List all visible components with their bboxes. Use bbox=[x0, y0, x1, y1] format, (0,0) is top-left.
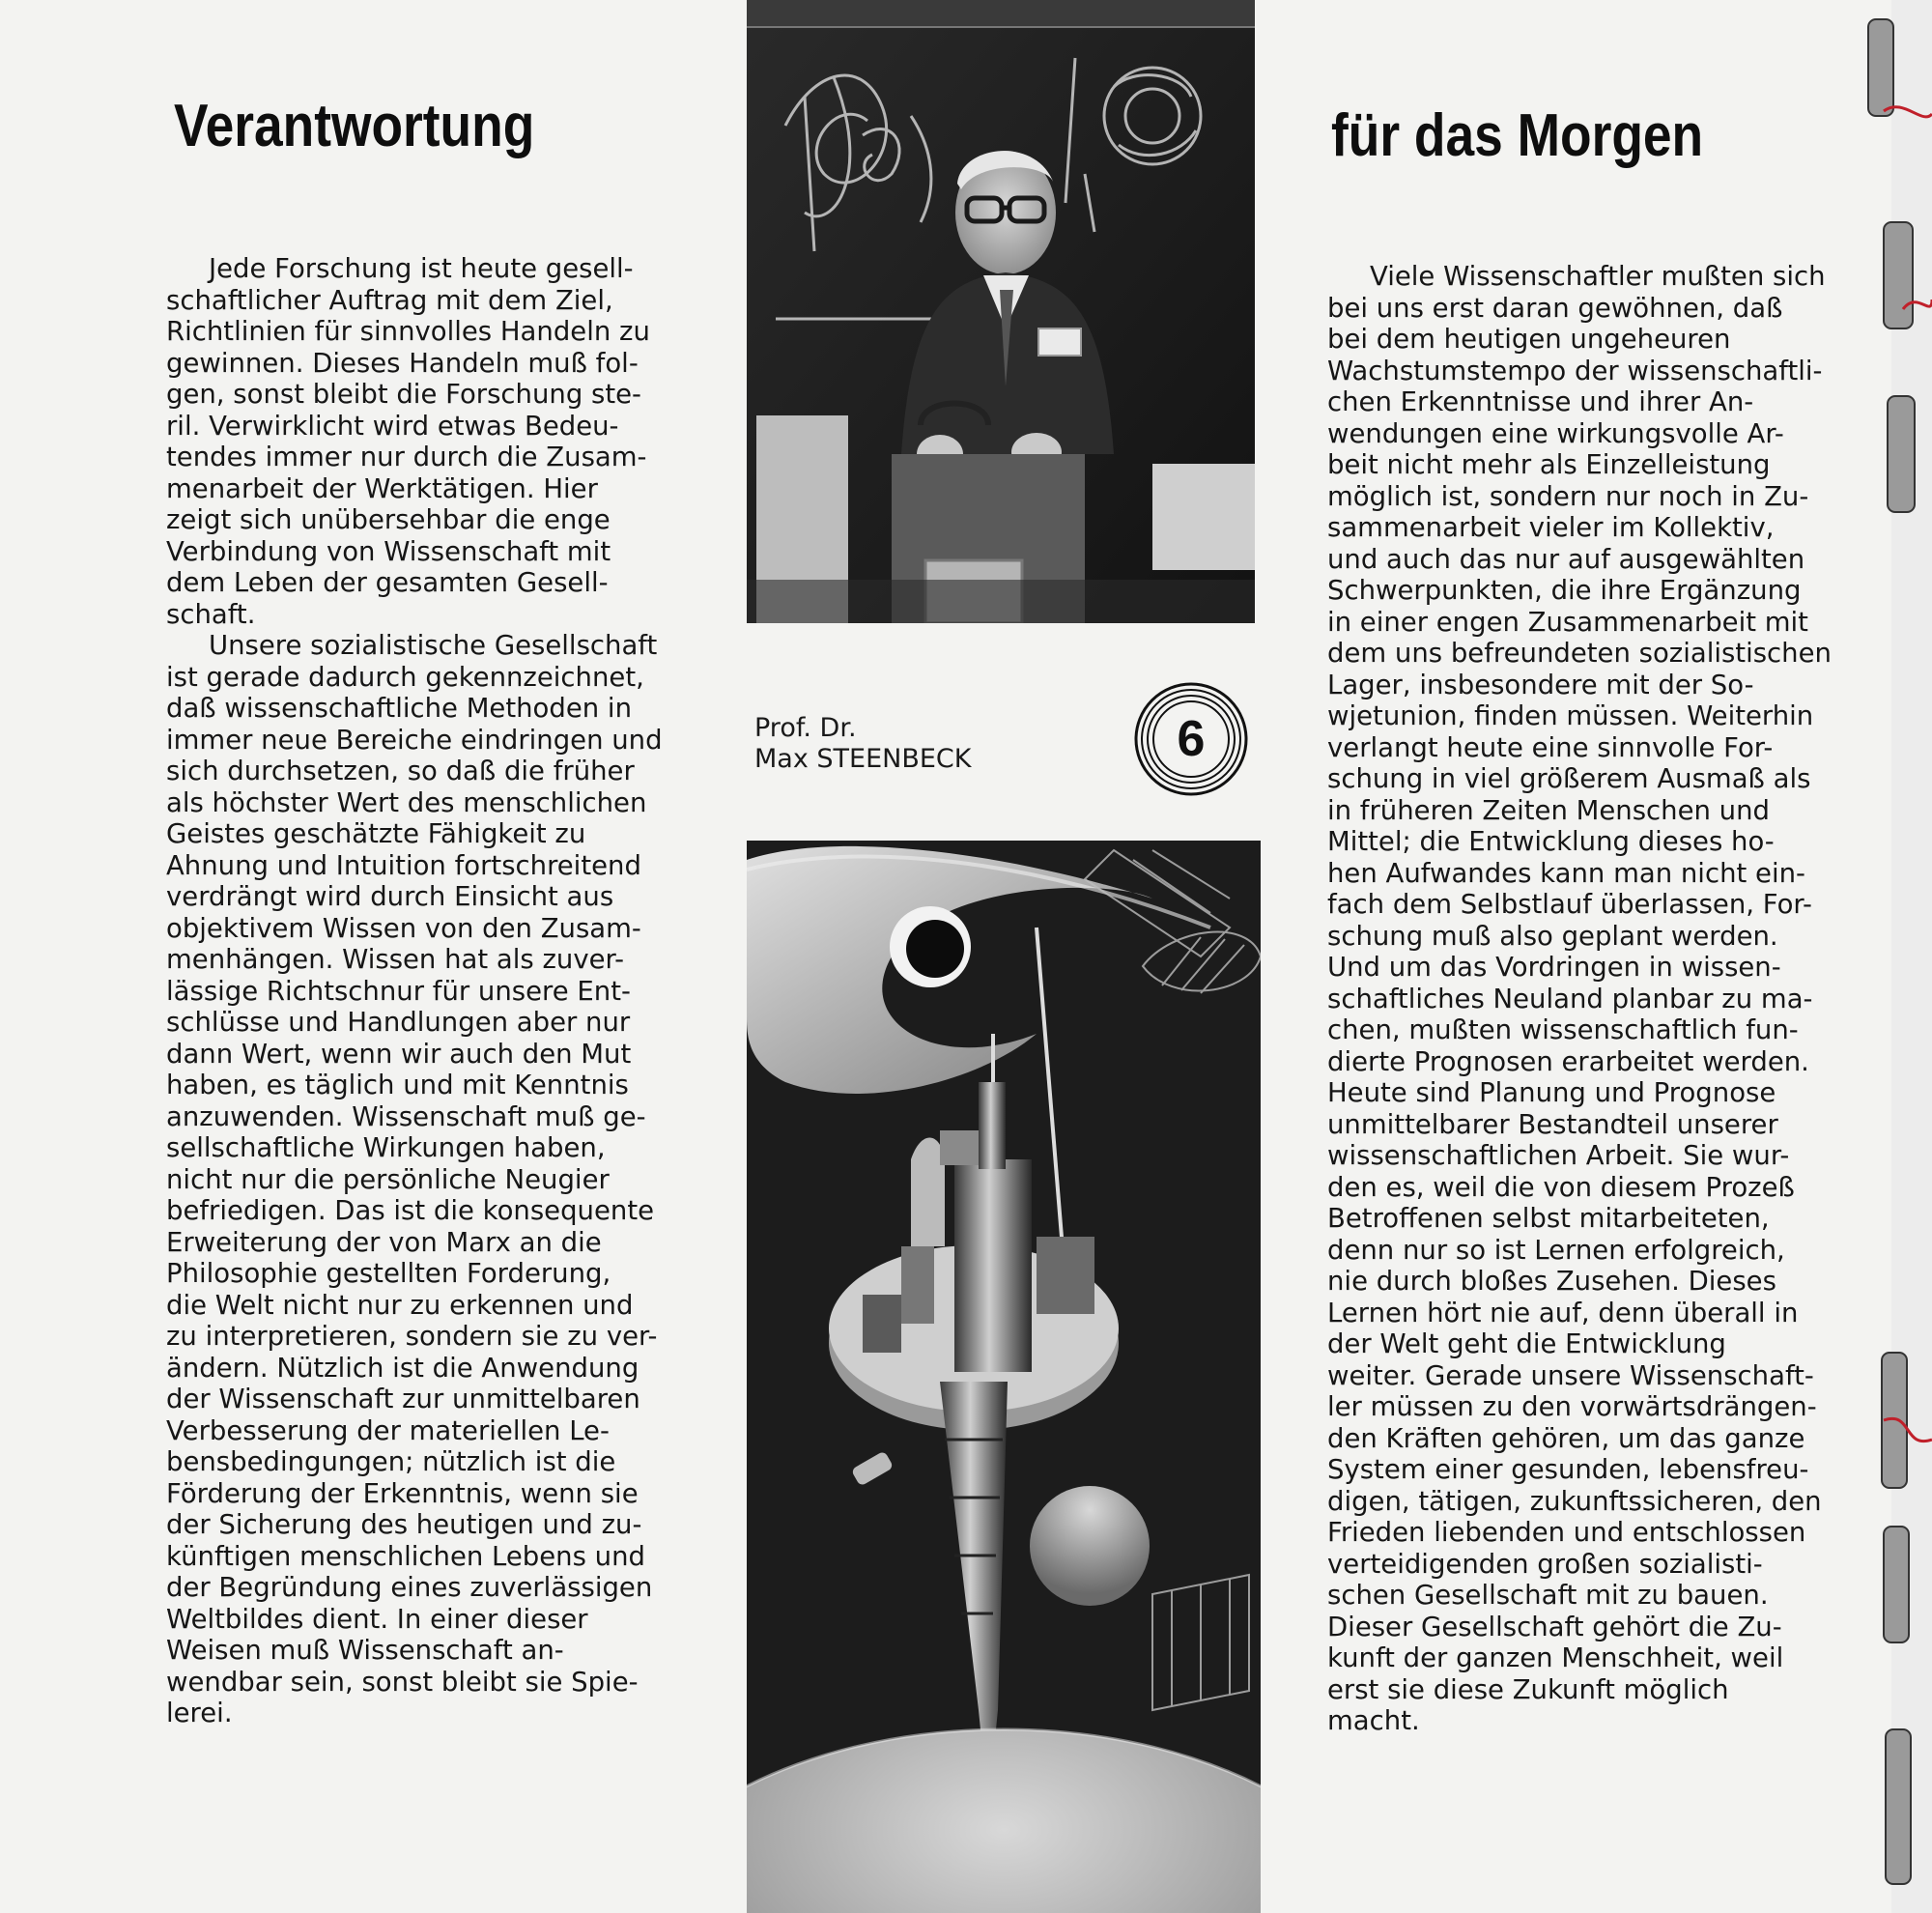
text-line: Unsere sozialistische Gesellschaft bbox=[209, 630, 658, 661]
text-line: Wachstumstempo der wissenschaftli- bbox=[1327, 355, 1823, 386]
text-line: schung muß also geplant werden. bbox=[1327, 920, 1778, 952]
text-line: künftigen menschlichen Lebens und bbox=[166, 1540, 645, 1572]
text-line: Richtlinien für sinnvolles Handeln zu bbox=[166, 316, 650, 347]
text-line: und auch das nur auf ausgewählten bbox=[1327, 543, 1805, 575]
text-line: chen Erkenntnisse und ihrer An- bbox=[1327, 386, 1754, 417]
text-line: chen, mußten wissenschaftlich fun- bbox=[1327, 1014, 1799, 1045]
text-line: nie durch bloßes Zusehen. Dieses bbox=[1327, 1266, 1776, 1297]
text-line: dem Leben der gesamten Gesell- bbox=[166, 567, 609, 598]
text-line: weiter. Gerade unsere Wissenschaft- bbox=[1327, 1359, 1814, 1391]
paragraph bbox=[166, 253, 678, 630]
text-line: Frieden liebenden und entschlossen bbox=[1327, 1517, 1806, 1548]
text-line: schlüsse und Handlungen aber nur bbox=[166, 1007, 631, 1038]
text-line: wissenschaftlichen Arbeit. Sie wur- bbox=[1327, 1140, 1790, 1171]
text-line: sellschaftliche Wirkungen haben, bbox=[166, 1132, 606, 1163]
text-line: lerei. bbox=[166, 1698, 233, 1728]
text-line: Weisen muß Wissenschaft an- bbox=[166, 1635, 564, 1666]
text-line: bei uns erst daran gewöhnen, daß bbox=[1327, 292, 1783, 324]
text-line: dierte Prognosen erarbeitet werden. bbox=[1327, 1045, 1809, 1077]
text-line: schung in viel größerem Ausmaß als bbox=[1327, 763, 1811, 794]
text-line: menarbeit der Werktätigen. Hier bbox=[166, 472, 598, 504]
text-line: erst sie diese Zukunft möglich bbox=[1327, 1673, 1729, 1705]
text-line: Ahnung und Intuition fortschreitend bbox=[166, 849, 641, 881]
text-line: wjetunion, finden müssen. Weiterhin bbox=[1327, 700, 1814, 731]
text-line: dann Wert, wenn wir auch den Mut bbox=[166, 1038, 632, 1070]
paragraph bbox=[166, 630, 678, 1729]
text-line: Lager, insbesondere mit der So- bbox=[1327, 669, 1754, 700]
text-line: den Kräften gehören, um das ganze bbox=[1327, 1422, 1805, 1454]
text-line: bensbedingungen; nützlich ist die bbox=[166, 1446, 616, 1477]
text-line: hen Aufwandes kann man nicht ein- bbox=[1327, 857, 1805, 889]
text-line: Verbesserung der materiellen Le- bbox=[166, 1414, 610, 1446]
text-line: objektivem Wissen von den Zusam- bbox=[166, 912, 641, 944]
text-line: nicht nur die persönliche Neugier bbox=[166, 1163, 610, 1195]
text-line: bei dem heutigen ungeheuren bbox=[1327, 324, 1731, 355]
text-line: verteidigenden großen sozialisti- bbox=[1327, 1548, 1763, 1580]
text-line: daß wissenschaftliche Methoden in bbox=[166, 693, 633, 724]
text-line: immer neue Bereiche eindringen und bbox=[166, 724, 663, 756]
text-line: Philosophie gestellten Forderung, bbox=[166, 1258, 611, 1289]
text-line: schaft. bbox=[166, 598, 256, 630]
text-line: ril. Verwirklicht wird etwas Bedeu- bbox=[166, 410, 619, 442]
text-line: die Welt nicht nur zu erkennen und bbox=[166, 1289, 634, 1321]
text-line: als höchster Wert des menschlichen bbox=[166, 786, 647, 818]
text-line: macht. bbox=[1327, 1705, 1420, 1736]
text-line: schen Gesellschaft mit zu bauen. bbox=[1327, 1580, 1769, 1611]
text-line: befriedigen. Das ist die konsequente bbox=[166, 1195, 655, 1226]
text-line: ler müssen zu den vorwärtsdrängen- bbox=[1327, 1391, 1817, 1422]
text-line: Viele Wissenschaftler mußten sich bbox=[1370, 261, 1826, 292]
text-line: zu interpretieren, sondern sie zu ver- bbox=[166, 1321, 658, 1352]
text-line: anzuwenden. Wissenschaft muß ge- bbox=[166, 1100, 646, 1132]
text-line: beit nicht mehr als Einzelleistung bbox=[1327, 449, 1771, 480]
text-line: schaftlicher Auftrag mit dem Ziel, bbox=[166, 284, 613, 316]
text-line: dem uns befreundeten sozialistischen bbox=[1327, 638, 1832, 669]
text-line: der Welt geht die Entwicklung bbox=[1327, 1328, 1726, 1359]
paragraph bbox=[1327, 261, 1843, 1737]
text-line: ändern. Nützlich ist die Anwendung bbox=[166, 1352, 639, 1384]
left-text-column bbox=[166, 253, 678, 1729]
text-line: gewinnen. Dieses Handeln muß fol- bbox=[166, 347, 639, 379]
spiral-binding bbox=[1864, 0, 1932, 1913]
caption-title: Prof. Dr. bbox=[754, 713, 857, 743]
text-line: Weltbildes dient. In einer dieser bbox=[166, 1603, 588, 1635]
text-line: wendbar sein, sonst bleibt sie Spie- bbox=[166, 1666, 639, 1698]
caption-name: Max STEENBECK bbox=[754, 744, 972, 774]
text-line: gen, sonst bleibt die Forschung ste- bbox=[166, 379, 641, 410]
text-line: menhängen. Wissen hat als zuver- bbox=[166, 944, 624, 975]
portrait-photo bbox=[747, 0, 1255, 623]
text-line: kunft der ganzen Menschheit, weil bbox=[1327, 1642, 1784, 1673]
page-number-badge bbox=[1134, 682, 1248, 796]
text-line: Geistes geschätzte Fähigkeit zu bbox=[166, 818, 586, 849]
title-right: für das Morgen bbox=[1331, 102, 1704, 169]
text-line: lässige Richtschnur für unsere Ent- bbox=[166, 975, 631, 1007]
text-line: der Wissenschaft zur unmittelbaren bbox=[166, 1384, 640, 1414]
text-line: schaftliches Neuland planbar zu ma- bbox=[1327, 983, 1813, 1014]
text-line: Dieser Gesellschaft gehört die Zu- bbox=[1327, 1611, 1782, 1642]
text-line: digen, tätigen, zukunftssicheren, den bbox=[1327, 1485, 1822, 1517]
space-station-illustration bbox=[747, 841, 1261, 1913]
text-line: System einer gesunden, lebensfreu- bbox=[1327, 1454, 1809, 1485]
text-line: unmittelbarer Bestandteil unserer bbox=[1327, 1108, 1778, 1140]
text-line: Erweiterung der von Marx an die bbox=[166, 1226, 602, 1258]
text-line: in früheren Zeiten Menschen und bbox=[1327, 794, 1770, 826]
text-line: sich durchsetzen, so daß die früher bbox=[166, 756, 635, 786]
text-line: Mittel; die Entwicklung dieses ho- bbox=[1327, 826, 1775, 857]
photo-caption bbox=[754, 713, 972, 775]
text-line: verdrängt wird durch Einsicht aus bbox=[166, 881, 614, 912]
text-line: Schwerpunkten, die ihre Ergänzung bbox=[1327, 575, 1802, 606]
text-line: Betroffenen selbst mitarbeiteten, bbox=[1327, 1203, 1770, 1234]
text-line: Lernen hört nie auf, denn überall in bbox=[1327, 1297, 1799, 1328]
text-line: fach dem Selbstlauf überlassen, For- bbox=[1327, 889, 1812, 920]
text-line: Förderung der Erkenntnis, wenn sie bbox=[166, 1477, 639, 1509]
text-line: möglich ist, sondern nur noch in Zu- bbox=[1327, 480, 1809, 512]
text-line: denn nur so ist Lernen erfolgreich, bbox=[1327, 1234, 1785, 1266]
page-number: 6 bbox=[1177, 711, 1206, 767]
text-line: in einer engen Zusammenarbeit mit bbox=[1327, 606, 1808, 638]
text-line: Heute sind Planung und Prognose bbox=[1327, 1077, 1776, 1108]
right-text-column bbox=[1327, 261, 1843, 1737]
text-line: zeigt sich unübersehbar die enge bbox=[166, 504, 611, 535]
text-line: der Begründung eines zuverlässigen bbox=[166, 1572, 653, 1603]
text-line: den es, weil die von diesem Prozeß bbox=[1327, 1171, 1795, 1203]
text-line: tendes immer nur durch die Zusam- bbox=[166, 442, 647, 472]
text-line: Verbindung von Wissenschaft mit bbox=[166, 535, 611, 567]
text-line: sammenarbeit vieler im Kollektiv, bbox=[1327, 512, 1775, 543]
text-line: wendungen eine wirkungsvolle Ar- bbox=[1327, 417, 1784, 449]
title-left: Verantwortung bbox=[174, 93, 535, 159]
text-line: der Sicherung des heutigen und zu- bbox=[166, 1509, 642, 1540]
text-line: haben, es täglich und mit Kenntnis bbox=[166, 1070, 629, 1100]
text-line: Und um das Vordringen in wissen- bbox=[1327, 952, 1781, 983]
text-line: Jede Forschung ist heute gesell- bbox=[209, 253, 634, 284]
text-line: verlangt heute eine sinnvolle For- bbox=[1327, 731, 1774, 763]
text-line: ist gerade dadurch gekennzeichnet, bbox=[166, 661, 644, 693]
